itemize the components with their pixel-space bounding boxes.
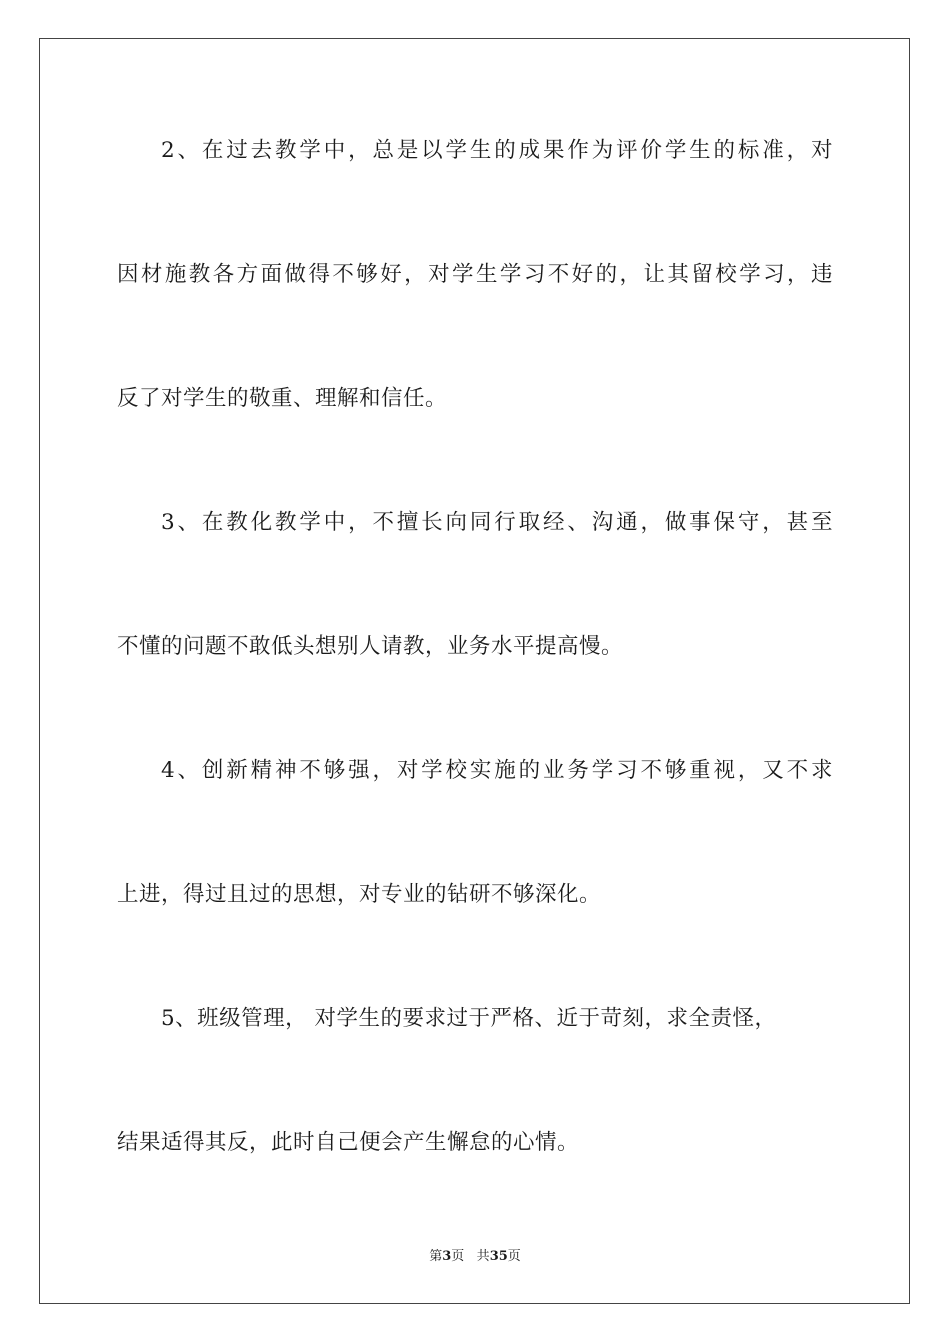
paragraph-5-line-2: 结果适得其反，此时自己便会产生懈怠的心情。	[117, 1130, 580, 1155]
footer-total-suffix: 页	[507, 1249, 521, 1264]
footer-total-pages: 35	[489, 1249, 508, 1264]
paragraph-3-line-1: 3、在教化教学中，不擅长向同行取经、沟通，做事保守，甚至	[161, 510, 833, 535]
page-border	[39, 38, 910, 1304]
paragraph-4-line-2: 上进，得过且过的思想，对专业的钻研不够深化。	[117, 882, 602, 907]
paragraph-4-line-1: 4、创新精神不够强，对学校实施的业务学习不够重视，又不求	[161, 758, 833, 783]
footer-page-suffix: 页	[451, 1249, 465, 1264]
paragraph-3-line-2: 不懂的问题不敢低头想别人请教，业务水平提高慢。	[117, 634, 624, 659]
footer-page-prefix: 第	[429, 1249, 443, 1264]
paragraph-5-line-1: 5、班级管理， 对学生的要求过于严格、近于苛刻，求全责怪，	[161, 1006, 777, 1031]
footer-page-number: 3	[442, 1249, 452, 1264]
paragraph-2-line-3: 反了对学生的敬重、理解和信任。	[117, 386, 448, 411]
paragraph-2-line-1: 2、在过去教学中，总是以学生的成果作为评价学生的标准，对	[161, 138, 833, 163]
footer-total-prefix: 共	[476, 1249, 490, 1264]
page-footer	[0, 1248, 950, 1266]
paragraph-2-line-2: 因材施教各方面做得不够好，对学生学习不好的，让其留校学习，违	[117, 262, 833, 287]
